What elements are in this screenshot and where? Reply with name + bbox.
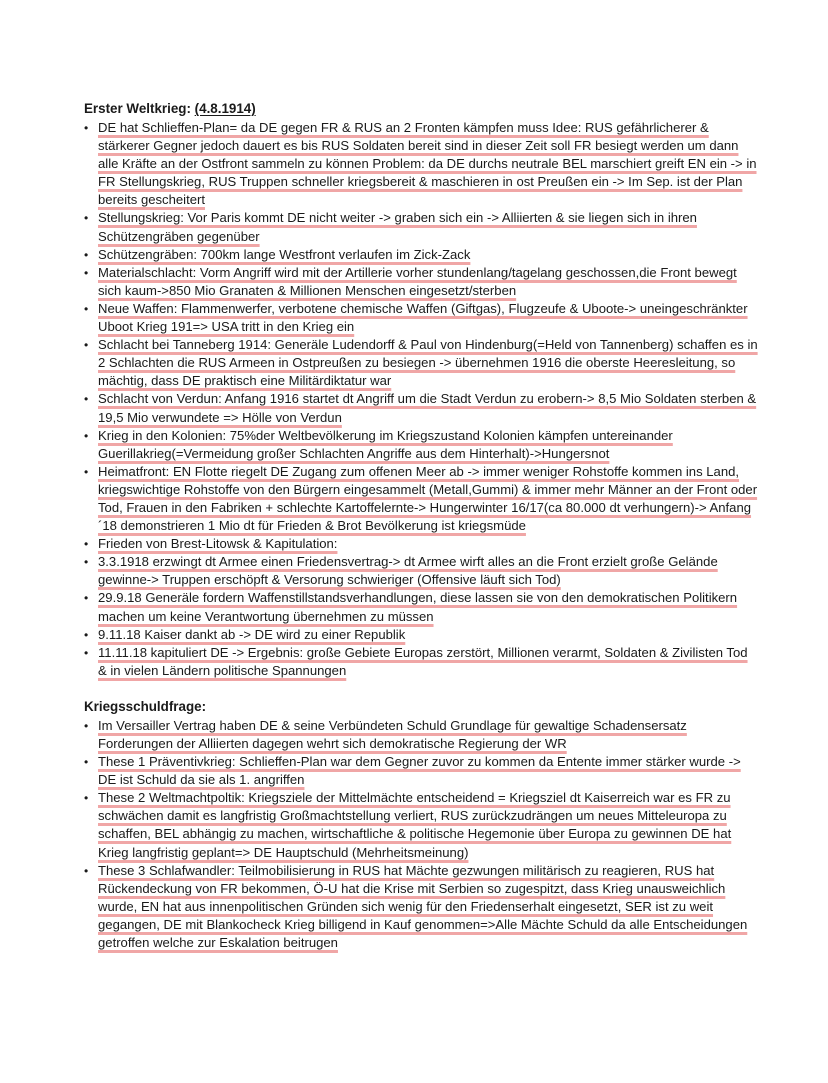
bullet-list-weltkrieg [84,119,758,680]
list-item: • These 2 Weltmachtpoltik: Kriegsziele der Mittelmächte entscheidend = Kriegsziel dt Kaiserreich war es FR zu schwächen damit es langfristig Großmachtstellung verliert, RUS zurückzudrängen um neues Mitteleuropa zu schaffen, BEL abhängig zu machen, wirtschaftliche & politische Hegemonie über Europa zu gewinnen DE hat Krieg langfristig geplant=> DE Hauptschuld (Mehrheitsmeinung) [84,789,758,861]
list-item: • Im Versailler Vertrag haben DE & seine Verbündeten Schuld Grundlage für gewaltige Schadensersatz Forderungen der Alliierten dagegen wehrt sich demokratische Regierung der WR [84,717,758,753]
list-item: • 29.9.18 Generäle fordern Waffenstillstandsverhandlungen, diese lassen sie von den demokratischen Politikern machen um keine Verantwortung übernehmen zu müssen [84,589,758,625]
list-item: • DE hat Schlieffen-Plan= da DE gegen FR & RUS an 2 Fronten kämpfen muss Idee: RUS gefährlicherer & stärkerer Gegner jedoch dauert es bis RUS Soldaten bereit sind in dieser Zeit soll FR besiegt werden um dann alle Kräfte an der Ostfront sammeln zu können Problem: da DE durchs neutrale BEL marschiert greift EN ein -> in FR Stellungskrieg, RUS Truppen schneller kriegsbereit & maschieren in ost Preußen ein -> Im Sep. ist der Plan bereits gescheitert [84,119,758,209]
list-item: • Frieden von Brest-Litowsk & Kapitulation: [84,535,758,553]
section-title-erster-weltkrieg [84,100,758,118]
section-title-text: Erster Weltkrieg: [84,101,191,116]
list-item: • Neue Waffen: Flammenwerfer, verbotene chemische Waffen (Giftgas), Flugzeufe & Uboote-> uneingeschränkter Uboot Krieg 191=> USA tritt in den Krieg ein [84,300,758,336]
list-item: • These 3 Schlafwandler: Teilmobilisierung in RUS hat Mächte gezwungen militärisch zu reagieren, RUS hat Rückendeckung von FR bekommen, Ö-U hat die Krise mit Serbien so zugespitzt, dass Krieg unausweichlich wurde, EN hat aus innenpolitischen Gründen sich wenig für den Friedenserhalt eingesetzt, SER ist zu weit gegangen, DE mit Blankocheck Krieg billigend in Kauf genommen=>Alle Mächte Schuld da alle Entscheidungen getroffen welche zur Eskalation beitrugen [84,862,758,952]
list-item: • Schlacht bei Tanneberg 1914: Generäle Ludendorff & Paul von Hindenburg(=Held von Tannenberg) schaffen es in 2 Schlachten die RUS Armeen in Ostpreußen zu besiegen -> übernehmen 1916 die oberste Heeresleitung, so mächtig, dass DE praktisch eine Militärdiktatur war [84,336,758,390]
bullet-list-kriegsschuldfrage [84,717,758,952]
section-title-text: Kriegsschuldfrage: [84,698,207,714]
list-item: • Materialschlacht: Vorm Angriff wird mit der Artillerie vorher stundenlang/tagelang geschossen,die Front bewegt sich kaum->850 Mio Granaten & Millionen Menschen eingesetzt/sterben [84,264,758,300]
section-date: (4.8.1914) [194,101,256,116]
list-item: • Schlacht von Verdun: Anfang 1916 startet dt Angriff um die Stadt Verdun zu erobern-> 8,5 Mio Soldaten sterben & 19,5 Mio verwundete => Hölle von Verdun [84,390,758,426]
section-gap [84,680,758,698]
section-title-kriegsschuldfrage [84,698,758,716]
list-item: • 9.11.18 Kaiser dankt ab -> DE wird zu einer Republik [84,626,758,644]
list-item: • These 1 Präventivkrieg: Schlieffen-Plan war dem Gegner zuvor zu kommen da Entente immer stärker wurde -> DE ist Schuld da sie als 1. angriffen [84,753,758,789]
list-item: • 3.3.1918 erzwingt dt Armee einen Friedensvertrag-> dt Armee wirft alles an die Front erzielt große Gelände gewinne-> Truppen erschöpft & Versorung schwieriger (Offensive läuft sich Tod) [84,553,758,589]
list-item: • Schützengräben: 700km lange Westfront verlaufen im Zick-Zack [84,246,758,264]
list-item: • 11.11.18 kapituliert DE -> Ergebnis: große Gebiete Europas zerstört, Millionen verarmt, Soldaten & Zivilisten Tod & in vielen Ländern politische Spannungen [84,644,758,680]
list-item: • Stellungskrieg: Vor Paris kommt DE nicht weiter -> graben sich ein -> Alliierten & sie liegen sich in ihren Schützengräben gegenüber [84,209,758,245]
list-item: • Heimatfront: EN Flotte riegelt DE Zugang zum offenen Meer ab -> immer weniger Rohstoffe kommen ins Land, kriegswichtige Rohstoffe von den Bürgern eingesammelt (Metall,Gummi) & immer mehr Männer an der Front oder Tod, Frauen in den Fabriken + schlechte Kartoffelernte-> Hungerwinter 16/17(ca 80.000 dt verhungern)-> Anfang ´18 demonstrieren 1 Mio dt für Frieden & Brot Bevölkerung ist kriegsmüde [84,463,758,535]
list-item: • Krieg in den Kolonien: 75%der Weltbevölkerung im Kriegszustand Kolonien kämpfen untereinander Guerillakrieg(=Vermeidung großer Schlachten Angriffe aus dem Hinterhalt)->Hungersnot [84,427,758,463]
